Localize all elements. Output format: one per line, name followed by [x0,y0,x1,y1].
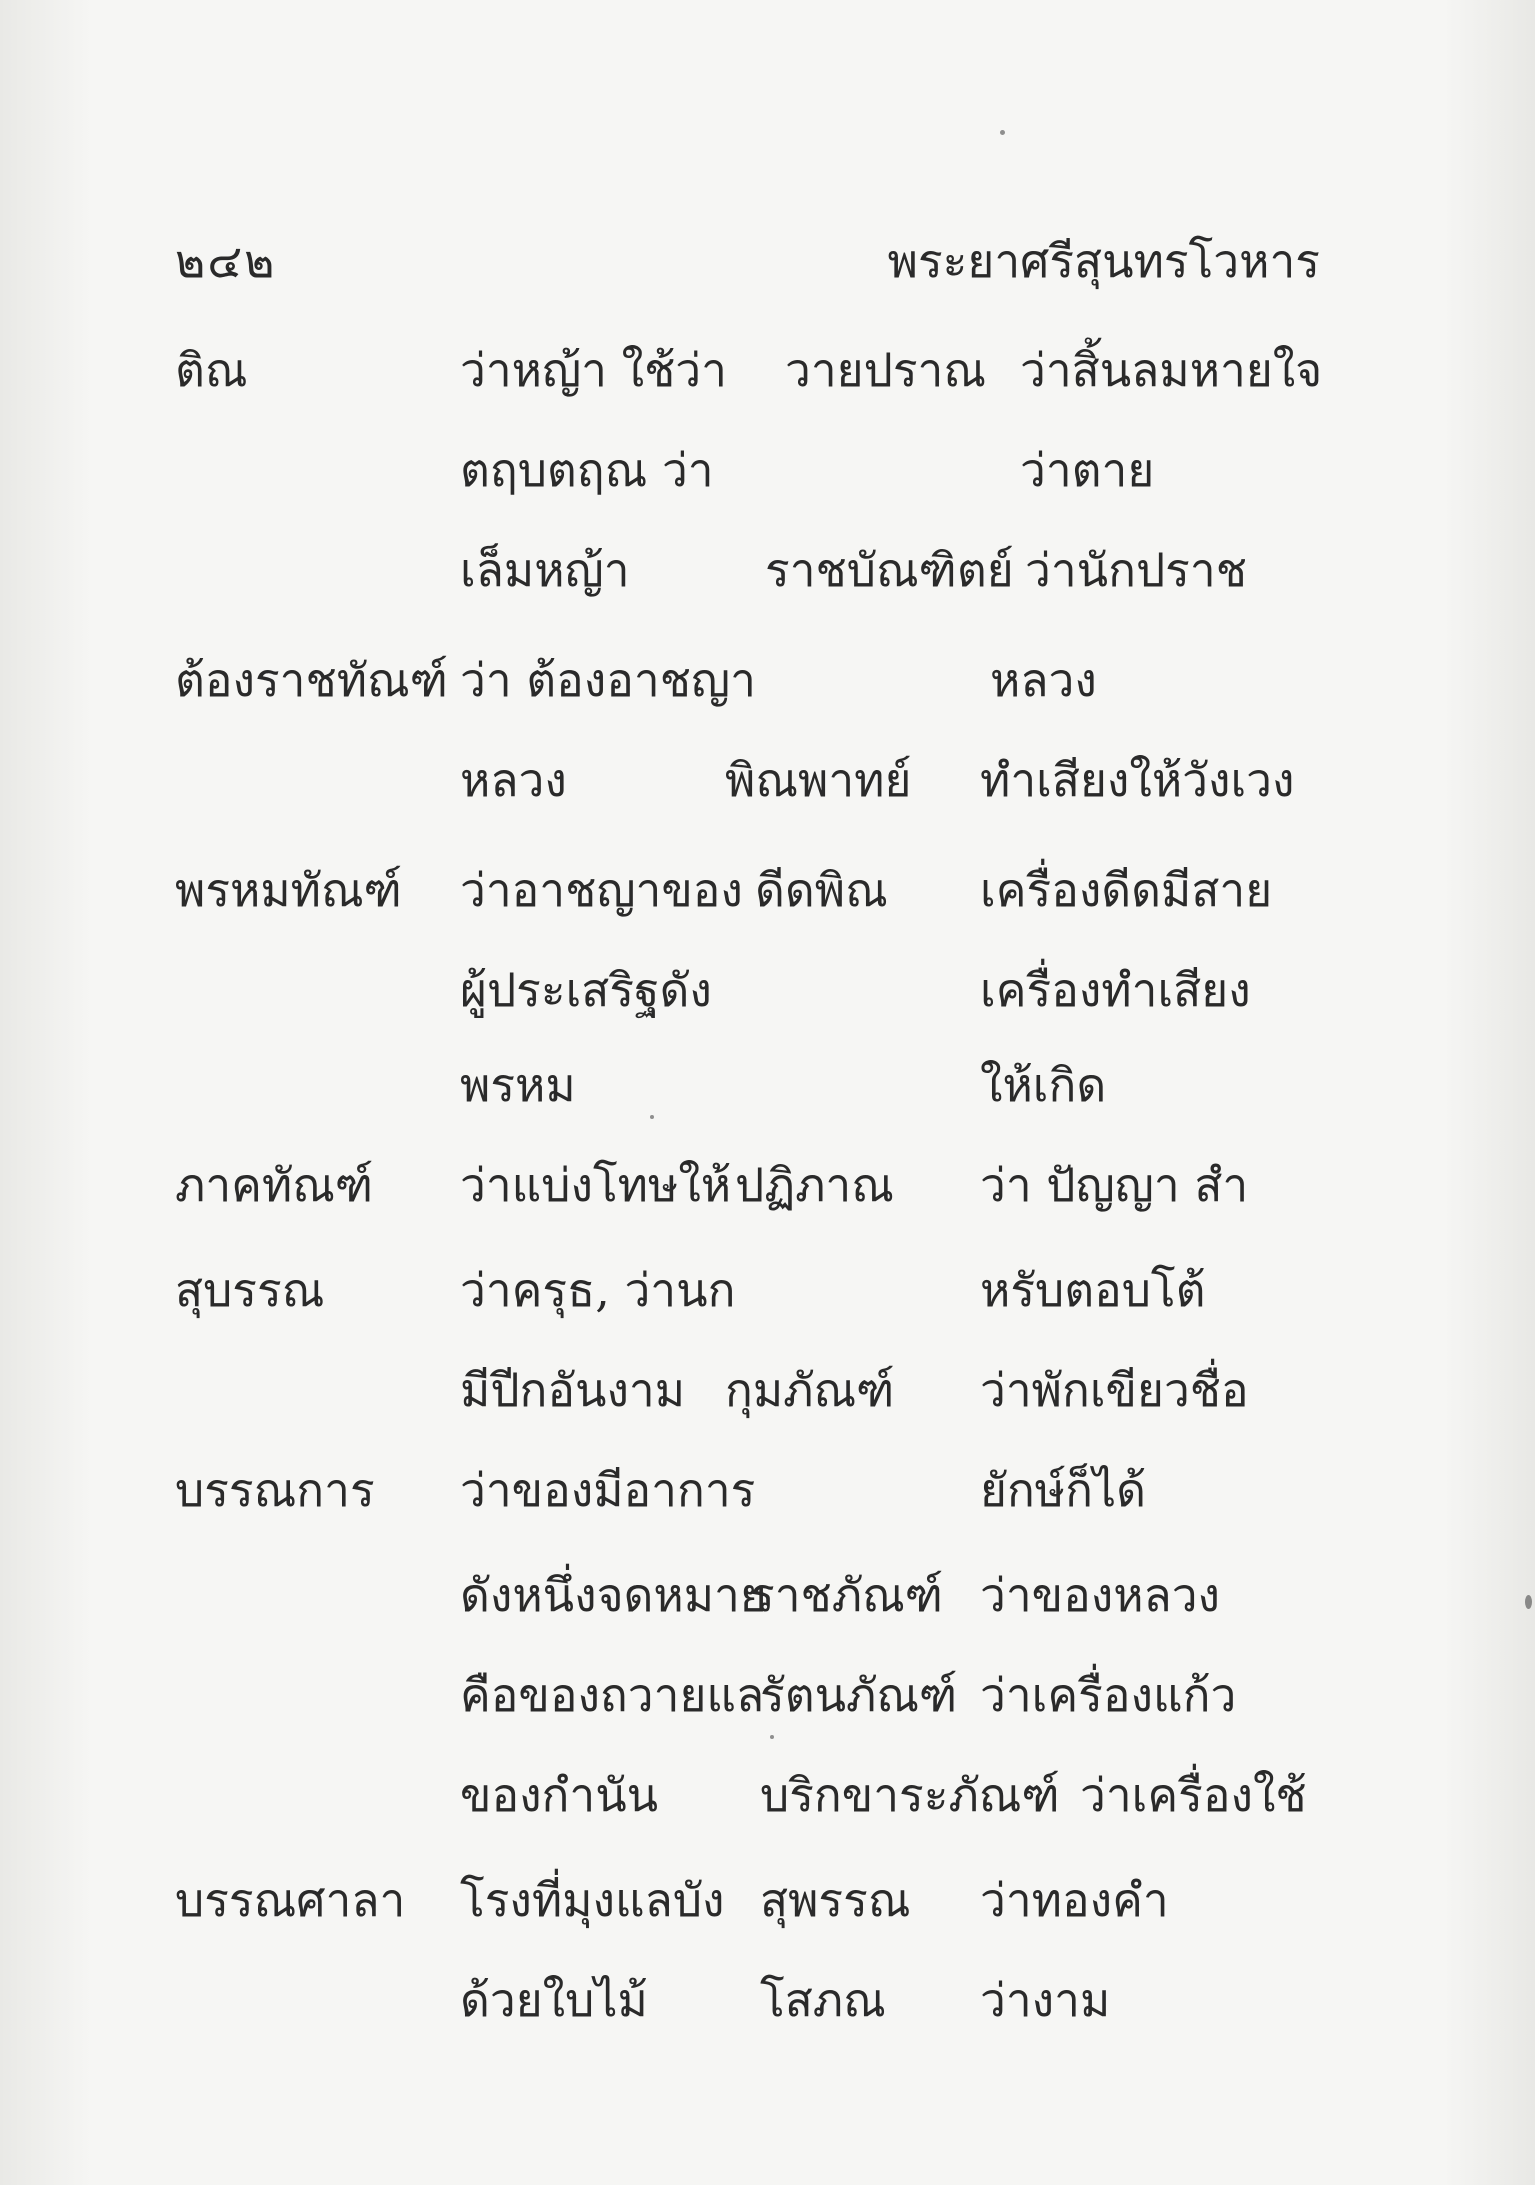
definition: ด้วยใบไม้ [460,1973,648,2027]
entry-row [0,535,1535,605]
definition-right: ว่างาม [980,1973,1111,2027]
headword-right: ดีดพิณ [755,863,888,917]
entry-row [0,645,1535,715]
definition: โรงที่มุงแลบัง [460,1873,725,1927]
print-speck [770,1735,774,1739]
entry-row [0,745,1535,815]
definition: ว่าครุธ, ว่านก [460,1263,736,1317]
definition: ดังหนึ่งจดหมาย [460,1568,767,1622]
headword-right: ปฏิภาณ [735,1158,894,1212]
definition-right: ว่า ปัญญา สำ [980,1158,1249,1212]
definition: ว่าแบ่งโทษให้ [460,1158,732,1212]
definition: พรหม [460,1058,576,1112]
page-number: ๒๔๒ [175,234,277,288]
definition: ว่าของมีอาการ [460,1463,756,1517]
definition-right: ว่าเครื่องแก้ว [980,1668,1237,1722]
headword-right: ราชภัณฑ์ [750,1568,943,1622]
headword: ติณ [175,343,248,397]
entry-row [0,1455,1535,1525]
print-speck [1525,1595,1532,1609]
definition-right: ว่าของหลวง [980,1568,1220,1622]
definition: ของกำนัน [460,1768,659,1822]
definition: ว่าอาชญาของ [460,863,743,917]
definition-right: เครื่องทำเสียง [980,963,1251,1017]
definition: ผู้ประเสริฐดัง [460,963,712,1017]
headword: บรรณการ [175,1463,375,1517]
entry-row [0,1760,1535,1830]
headword-right: บริกขาระภัณฑ์ [760,1768,1060,1822]
definition-right: ให้เกิด [980,1058,1107,1112]
definition: ว่า ต้องอาชญา [460,653,756,707]
running-title: พระยาศรีสุนทรโวหาร [887,234,1320,288]
headword-right: วายปราณ [785,343,987,397]
entry-row [0,955,1535,1025]
headword: ภาคทัณฑ์ [175,1158,374,1212]
definition-right: ว่าทองคำ [980,1873,1169,1927]
entry-row [0,1965,1535,2035]
entry-row [0,1660,1535,1730]
definition-right: หลวง [990,653,1097,707]
definition-right: เครื่องดีดมีสาย [980,863,1273,917]
print-speck [650,1115,654,1119]
entry-row [0,1255,1535,1325]
headword-right: โสภณ [760,1973,886,2027]
definition: เล็มหญ้า [460,543,630,597]
headword: พรหมทัณฑ์ [175,863,402,917]
print-speck [1000,130,1005,135]
definition-right: หรับตอบโต้ [980,1263,1206,1317]
definition-right: ว่านักปราช [1025,543,1247,597]
definition: ว่าหญ้า ใช้ว่า [460,343,727,397]
headword-right: รัตนภัณฑ์ [760,1668,958,1722]
headword-right: สุพรรณ [760,1873,911,1927]
entry-row [0,855,1535,925]
entry-row [0,1355,1535,1425]
definition-right: ยักษ์ก็ได้ [980,1463,1146,1517]
entry-row [0,1865,1535,1935]
entry-row [0,335,1535,405]
definition-right: ทำเสียงให้วังเวง [980,753,1295,807]
definition-right: ว่าสิ้นลมหายใจ [1020,343,1323,397]
headword: ต้องราชทัณฑ์ [175,653,448,707]
headword: สุบรรณ [175,1263,325,1317]
entry-row [0,435,1535,505]
definition: ตฤบตฤณ ว่า [460,443,714,497]
headword: บรรณศาลา [175,1873,406,1927]
entry-row [0,1150,1535,1220]
definition: หลวง [460,753,567,807]
definition-right: ว่าตาย [1020,443,1155,497]
entry-row [0,1560,1535,1630]
definition: มีปีกอันงาม [460,1363,686,1417]
definition-right: ว่าพักเขียวชื่อ [980,1363,1249,1417]
definition: คือของถวายแล [460,1668,765,1722]
definition-right: ว่าเครื่องใช้ [1080,1768,1307,1822]
headword-right: พิณพาทย์ [725,753,912,807]
headword-right: กุมภัณฑ์ [725,1363,895,1417]
headword-right: ราชบัณฑิตย์ [765,543,1014,597]
entry-row [0,1050,1535,1120]
